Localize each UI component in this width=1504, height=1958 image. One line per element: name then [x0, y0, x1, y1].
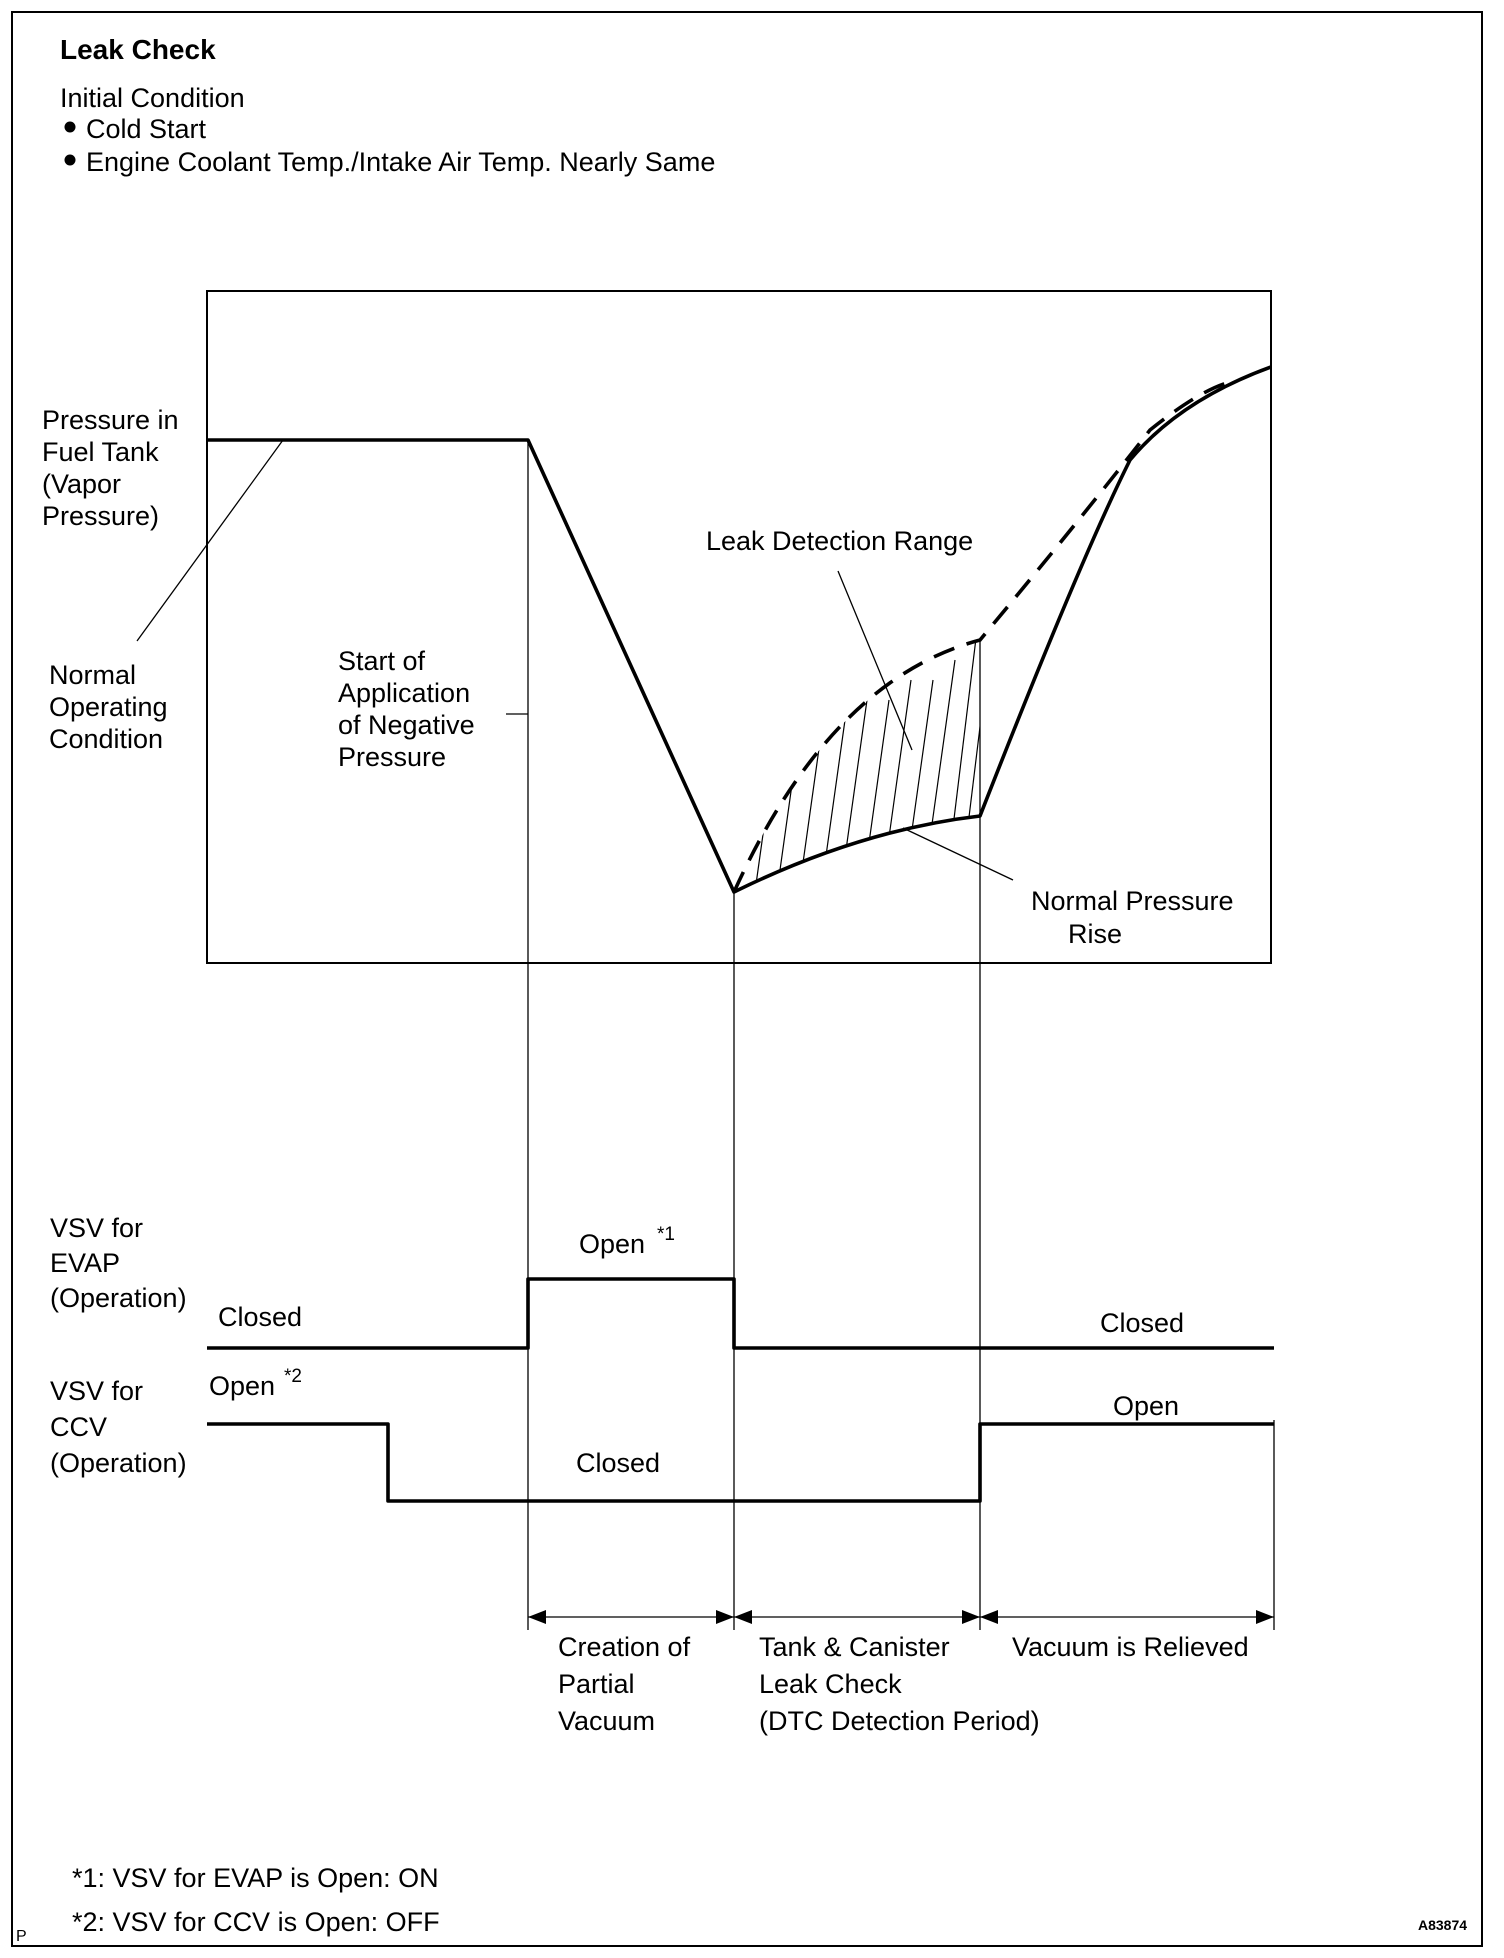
vsv-evap-closed-right: Closed	[1100, 1308, 1185, 1338]
svg-text:Application: Application	[338, 678, 471, 708]
svg-text:(Vapor: (Vapor	[42, 469, 122, 499]
svg-text:CCV: CCV	[50, 1412, 108, 1442]
arrowhead-icon	[734, 1610, 752, 1624]
svg-text:Vacuum is Relieved: Vacuum is Relieved	[1012, 1632, 1249, 1662]
arrowhead-icon	[528, 1610, 546, 1624]
bullet-icon	[65, 122, 76, 133]
initial-condition-heading: Initial Condition	[60, 83, 245, 113]
footnote-2: *2: VSV for CCV is Open: OFF	[72, 1907, 440, 1937]
svg-text:Partial: Partial	[558, 1669, 635, 1699]
svg-text:Start of: Start of	[338, 646, 426, 676]
svg-text:Pressure): Pressure)	[42, 501, 160, 531]
leak-range-leader	[838, 571, 912, 750]
svg-text:Pressure: Pressure	[338, 742, 447, 772]
normal-pressure-rise-label	[1031, 886, 1234, 949]
arrowhead-icon	[962, 1610, 980, 1624]
normal-rise-leader	[903, 828, 1013, 880]
period-label-vacuum-relieved	[1012, 1632, 1249, 1662]
vsv-ccv-label	[50, 1376, 187, 1478]
vsv-evap-closed-left: Closed	[218, 1302, 303, 1332]
period-label-partial-vacuum	[558, 1632, 691, 1736]
figure-code: A83874	[1418, 1917, 1468, 1933]
normal-condition-leader	[137, 440, 283, 641]
vsv-evap-open: Open	[579, 1229, 646, 1259]
svg-text:Normal Pressure: Normal Pressure	[1031, 886, 1234, 916]
arrowhead-icon	[1256, 1610, 1274, 1624]
svg-text:Tank & Canister: Tank & Canister	[759, 1632, 950, 1662]
svg-text:Rise: Rise	[1068, 919, 1123, 949]
svg-text:Fuel Tank: Fuel Tank	[42, 437, 159, 467]
svg-text:EVAP: EVAP	[50, 1248, 121, 1278]
svg-text:Condition: Condition	[49, 724, 164, 754]
svg-text:Operating: Operating	[49, 692, 168, 722]
period-label-leak-check	[759, 1632, 1040, 1736]
page-title: Leak Check	[60, 34, 216, 65]
leak-detection-range-label: Leak Detection Range	[706, 526, 974, 556]
pressure-chart-frame	[207, 291, 1271, 963]
initial-condition-item: Cold Start	[86, 114, 207, 144]
svg-text:Leak Check: Leak Check	[759, 1669, 902, 1699]
normal-operating-condition-label	[49, 660, 168, 754]
svg-text:of Negative: of Negative	[338, 710, 475, 740]
vsv-ccv-open-note: *2	[284, 1366, 302, 1387]
svg-text:VSV for: VSV for	[50, 1376, 144, 1406]
pressure-axis-label	[42, 405, 179, 531]
vsv-evap-label	[50, 1213, 187, 1313]
vsv-evap-open-note: *1	[657, 1224, 675, 1245]
vsv-ccv-signal	[207, 1424, 1274, 1501]
svg-text:Pressure in: Pressure in	[42, 405, 179, 435]
svg-text:Creation of: Creation of	[558, 1632, 691, 1662]
svg-text:Vacuum: Vacuum	[558, 1706, 656, 1736]
footnote-1: *1: VSV for EVAP is Open: ON	[72, 1863, 439, 1893]
svg-text:(DTC Detection Period): (DTC Detection Period)	[759, 1706, 1040, 1736]
corner-mark-left: P	[16, 1928, 27, 1945]
pressure-curve-normal	[207, 367, 1271, 892]
arrowhead-icon	[716, 1610, 734, 1624]
svg-text:Normal: Normal	[49, 660, 137, 690]
vsv-ccv-closed: Closed	[576, 1448, 661, 1478]
vsv-ccv-open-left: Open	[209, 1371, 276, 1401]
page-border	[12, 12, 1482, 1946]
negative-pressure-start-label	[338, 646, 475, 772]
vsv-ccv-open-right: Open	[1113, 1391, 1180, 1421]
arrowhead-icon	[980, 1610, 998, 1624]
svg-text:(Operation): (Operation)	[50, 1283, 187, 1313]
leak-detection-range-hatch	[751, 620, 993, 920]
svg-text:(Operation): (Operation)	[50, 1448, 187, 1478]
bullet-icon	[65, 155, 76, 166]
svg-text:VSV for: VSV for	[50, 1213, 144, 1243]
initial-condition-item: Engine Coolant Temp./Intake Air Temp. Nearly Same	[86, 147, 716, 177]
